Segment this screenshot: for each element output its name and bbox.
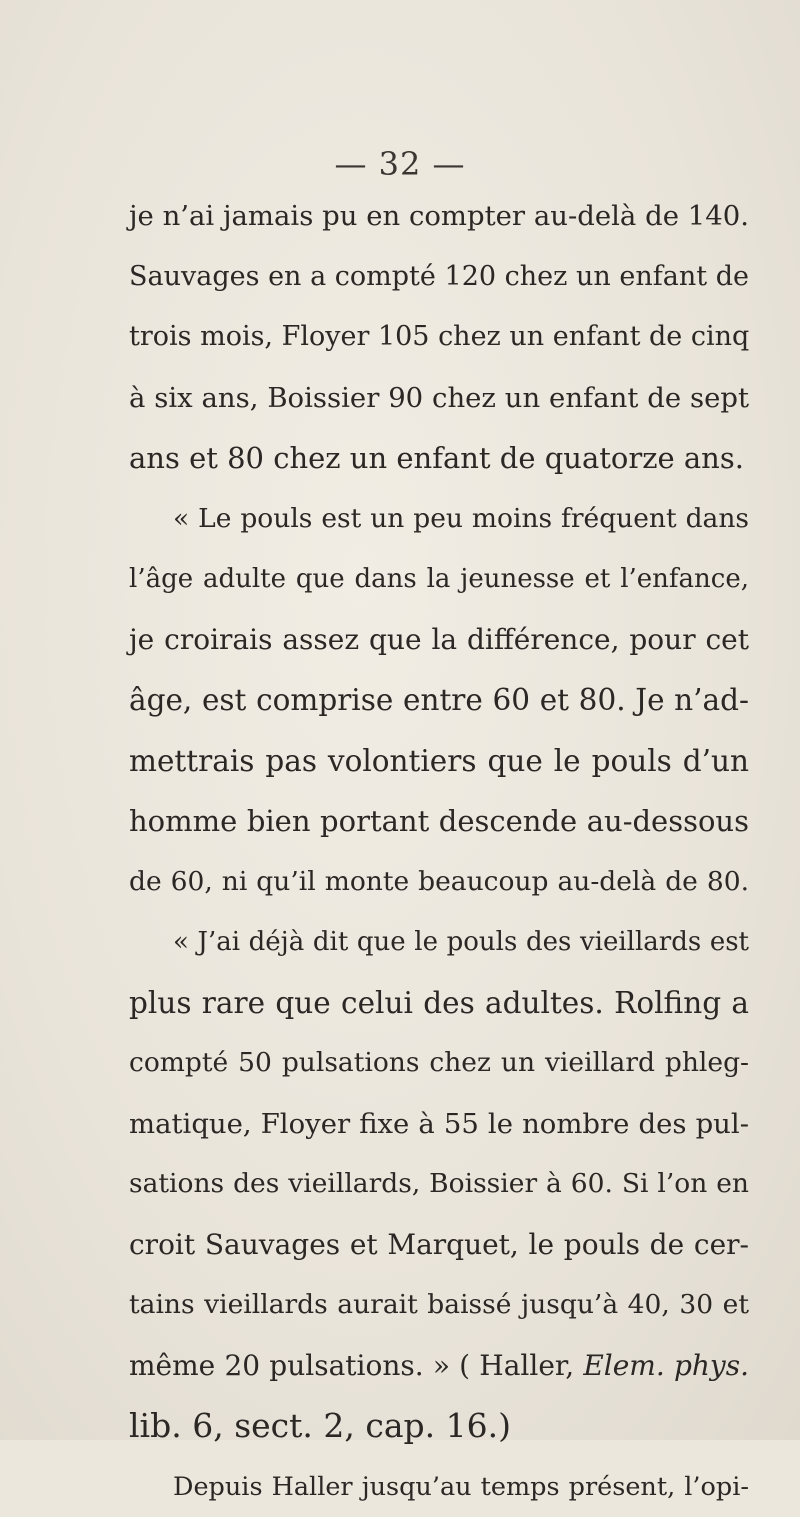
text-line: à six ans, Boissier 90 chez un enfant de sept (129, 368, 749, 429)
text-line: de 60, ni qu’il monte beaucoup au-delà de 80. (129, 852, 749, 913)
text-line: tains vieillards aurait baissé jusqu’à 40, 30 et (129, 1275, 749, 1336)
text-line: ans et 80 chez un enfant de quatorze ans. (129, 428, 749, 489)
text-line: « J’ai déjà dit que le pouls des vieillards est (129, 912, 749, 973)
text-line: « Le pouls est un peu moins fréquent dans (129, 489, 749, 550)
citation-italic: Elem. phys. (583, 1349, 749, 1382)
text-line: mettrais pas volontiers que le pouls d’un (129, 731, 749, 792)
text-line: matique, Floyer fixe à 55 le nombre des pul- (129, 1094, 749, 1155)
text-line: âge, est comprise entre 60 et 80. Je n’ad- (129, 670, 749, 731)
text-line (129, 1336, 749, 1397)
body-text (129, 186, 749, 1517)
text-line: Depuis Haller jusqu’au temps présent, l’opi- (129, 1457, 749, 1517)
text-line: Sauvages en a compté 120 chez un enfant de (129, 247, 749, 308)
text-line: je n’ai jamais pu en compter au-delà de 140. (129, 186, 749, 247)
text-line: trois mois, Floyer 105 chez un enfant de cinq (129, 307, 749, 368)
text-line: sations des vieillards, Boissier à 60. Si l’on en (129, 1154, 749, 1215)
text-line: plus rare que celui des adultes. Rolfing a (129, 973, 749, 1034)
text-line: lib. 6, sect. 2, cap. 16.) (129, 1396, 749, 1457)
text-line: je croirais assez que la différence, pour cet (129, 610, 749, 671)
text-line: croit Sauvages et Marquet, le pouls de cer- (129, 1215, 749, 1276)
text-line: compté 50 pulsations chez un vieillard phleg- (129, 1033, 749, 1094)
text-line: homme bien portant descende au-dessous (129, 791, 749, 852)
text-line: l’âge adulte que dans la jeunesse et l’enfance, (129, 549, 749, 610)
text-line-part: même 20 pulsations. » ( Haller, (129, 1349, 574, 1382)
page-number: — 32 — (0, 145, 800, 183)
